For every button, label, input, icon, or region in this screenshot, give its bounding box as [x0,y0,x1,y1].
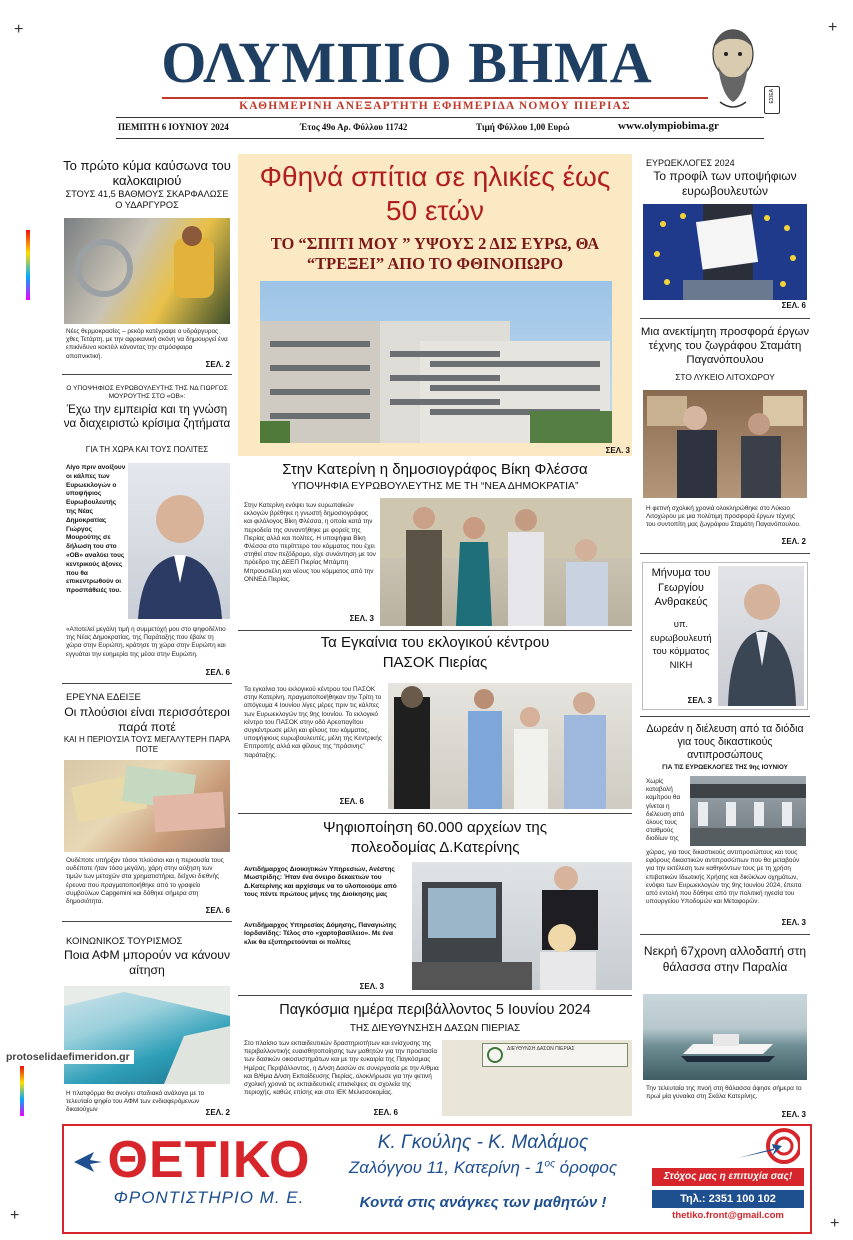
pasok-page-ref[interactable]: ΣΕΛ. 6 [339,797,364,806]
environment-page-ref[interactable]: ΣΕΛ. 6 [373,1108,398,1117]
tourism-kicker: ΚΟΙΝΩΝΙΚΟΣ ΤΟΥΡΙΣΜΟΣ [66,936,183,947]
art-title[interactable]: Μια ανεκτίμητη προσφορά έργων τέχνης του ζωγράφου Σταμάτη Παγανόπουλου [640,326,810,367]
lead-subtitle: ΤΟ “ΣΠΙΤΙ ΜΟΥ ” ΥΨΟΥΣ 2 ΔΙΣ ΕΥΡΩ, ΘΑ “ΤΡΕΞΕΙ” ΑΠΟ ΤΟ ΦΘΙΝΟΠΩΡΟ [270,234,600,273]
tolls-side-text: Χωρίς καταβολή καμίτρου θα γίνεται η διέλευση από όλους τους σταθμούς διοδίων της [646,778,685,843]
pasok-photo[interactable] [388,683,632,809]
euro-page-ref[interactable]: ΣΕΛ. 6 [781,301,806,310]
lead-title[interactable]: Φθηνά σπίτια σε ηλικίες έως 50 ετών [259,161,611,226]
research-page-ref[interactable]: ΣΕΛ. 6 [205,906,230,915]
research-photo[interactable] [64,760,230,852]
tourism-body: Η πλατφόρμα θα ανοίγει σταδιακά ανάλογα με το τελευταίο ψηφίο του ΑΦΜ των ενδιαφερόμενων δικαιούχων [66,1090,205,1114]
heat-page-ref[interactable]: ΣΕΛ. 2 [205,360,230,369]
color-bar [26,230,30,300]
candidate-page-ref[interactable]: ΣΕΛ. 6 [205,668,230,677]
digital-photo[interactable] [412,862,632,990]
ad-goal: Στόχος μας η επιτυχία σας! [652,1168,804,1186]
pasok-title[interactable]: Τα Εγκαίνια του εκλογικού κέντρου ΠΑΣΟΚ Πιερίας [320,634,550,671]
tourism-page-ref[interactable]: ΣΕΛ. 2 [205,1108,230,1117]
heat-photo[interactable] [64,218,230,324]
flessa-title[interactable]: Στην Κατερίνη η δημοσιογράφος Βίκη Φλέσσα [282,461,588,478]
candidate-photo[interactable] [128,463,230,619]
message-page-ref[interactable]: ΣΕΛ. 3 [687,696,712,705]
heat-body: Νέες θερμοκρασίες – ρεκόρ κατέγραψε ο υδράργυρος χθες Τετάρτη, με την αφρικανική σκόνη να δημιουργεί ένα επικίνδυνο κοκτέιλ κάνοντας την ατμόσφαιρα αποπνικτική. [66,328,228,360]
ad-address: Ζαλόγγου 11, Κατερίνη - $1^{o\varsigma}$ όροφος [348,1158,618,1177]
tolls-photo[interactable] [690,776,806,846]
tolls-subtitle: ΓΙΑ ΤΙΣ ΕΥΡΩΕΚΛΟΓΕΣ ΤΗΣ 9ης ΙΟΥΝΙΟΥ [662,764,788,771]
divider [640,934,810,935]
masthead-title: ΟΛΥΜΠΙΟ ΒΗΜΑ [161,30,653,95]
divider [116,117,764,118]
candidate-title[interactable]: Έχω την εμπειρία και τη γνώση να διαχειριστώ κρίσιμα ζητήματα [63,403,231,430]
drowned-body: Την τελευταία της πνοή στη θάλασσα άφησε σήμερα το πρωί μία γυναίκα στη Σκάλα Κατερίνης. [646,1085,802,1101]
esiea-badge: ΕΣΙΕΑ [764,86,780,114]
masthead-rule [162,97,708,99]
tolls-title[interactable]: Δωρεάν η διέλευση από τα διόδια για τους δικαστικούς αντιπροσώπους [646,723,804,761]
candidate-subtitle: ΓΙΑ ΤΗ ΧΩΡΑ ΚΑΙ ΤΟΥΣ ΠΟΛΙΤΕΣ [85,445,209,454]
euro-title[interactable]: Το προφίλ των υποψήφιων ευρωβουλευτών [653,169,797,198]
tolls-page-ref[interactable]: ΣΕΛ. 3 [781,918,806,927]
drowned-photo[interactable] [643,994,807,1080]
environment-subtitle: ΤΗΣ ΔΙΕΥΘΥΝΣΗΣΗ ΔΑΣΩΝ ΠΙΕΡΙΑΣ [349,1023,521,1034]
candidate-side-text: Λίγο πριν ανοίξουν οι κάλπες των Ευρωεκλογών ο υποψήφιος Ευρωβουλευτής της Νέας Δημοκρατίας Γιώργος Μουρούτης σε δήλωση του στο «ΟΒ» αναλύει τους κεντρικούς άξονες που θα επικεντρωθούν οι προσπάθειές του. [66,464,126,595]
target-arrow-icon [738,1128,800,1172]
environment-sign: ΔΙΕΥΘΥΝΣΗ ΔΑΣΩΝ ΠΙΕΡΙΑΣ [507,1046,575,1052]
environment-title[interactable]: Παγκόσμια ημέρα περιβάλλοντος 5 Ιουνίου 2024 [279,1002,591,1018]
ad-arrow-icon [74,1150,102,1174]
lead-photo[interactable] [260,281,612,443]
research-kicker: ΕΡΕΥΝΑ ΕΔΕΙΞΕ [66,692,141,703]
divider [238,630,632,631]
website-link[interactable]: www.olympiobima.gr [618,120,719,132]
divider [62,683,232,684]
message-title[interactable]: Μήνυμα του Γεωργίου Ανθρακεύς [651,567,711,608]
ad-tagline: Κοντά στις ανάγκες των μαθητών ! [359,1194,607,1211]
divider [62,921,232,922]
art-body: Η φετινή σχολική χρονιά ολοκληρώθηκε στο Λύκειο Λιτοχώρου με μια πολύτιμη προσφορά έργων τέχνης του συντοπίτη μας ζωγράφου Σταμάτη Παγανόπουλου. [646,505,801,529]
issue-price: Τιμή Φύλλου 1,00 Ευρώ [476,122,570,132]
issue-number: Έτος 49ο Αρ. Φύλλου 11742 [300,122,408,132]
heat-title[interactable]: Το πρώτο κύμα καύσωνα του καλοκαιριού [63,158,231,188]
message-photo[interactable] [718,566,804,706]
forestry-emblem-icon [487,1047,503,1063]
tourism-photo[interactable] [64,986,230,1084]
drowned-title[interactable]: Νεκρή 67χρονη αλλοδαπή στη θάλασσα στην Παραλία [643,944,807,974]
tourism-title[interactable]: Ποια ΑΦΜ μπορούν να κάνουν αίτηση [63,948,231,977]
issue-date: ΠΕΜΠΤΗ 6 ΙΟΥΝΙΟΥ 2024 [118,122,229,132]
ad-email[interactable]: thetiko.front@gmail.com [672,1210,784,1221]
environment-photo[interactable] [442,1040,632,1116]
divider [640,553,810,554]
research-subtitle: ΚΑΙ Η ΠΕΡΙΟΥΣΙΑ ΤΟΥΣ ΜΕΓΑΛΥΤΕΡΗ ΠΑΡΑ ΠΟΤΕ [63,735,231,754]
environment-body: Στο πλαίσιο των εκπαιδευτικών δραστηριοτήτων και ενίσχυσης της περιβαλλοντικής ευαισθητοποίησης των μαθητών για την προστασία των δασικών οικοσυστημάτων και με την ευκαιρία της Παγκόσμιας Ημέρας Περιβάλλοντος, η Δ/νση Δασών σε συνεργασία με την Α/θμια και Β/θμια Δ/νση Εκπαίδευσης Πιερίας, ολοκλήρωσε για την φετινή σχολική χρονιά τις εκπαιδευτικές επισκέψεις σε σχολεία της περιοχής, καθώς επίσης και στο ΙΕΚ Μελισσοκομίας. [244,1040,439,1097]
candidate-body: «Αποτελεί μεγάλη τιμή η συμμετοχή μου στο ψηφοδέλτιο της Νέας Δημοκρατίας, της Παράταξης που έβαλε τη χώρα στην Ευρώπη, κράτησε τη χώρα στην Ευρώπη και εγγυάται την ευημερία της μέσα στην Ευρώπη. [66,626,226,658]
lead-page-ref[interactable]: ΣΕΛ. 3 [605,446,630,455]
euro-kicker: ΕΥΡΩΕΚΛΟΓΕΣ 2024 [646,158,735,168]
art-subtitle: ΣΤΟ ΛΥΚΕΙΟ ΛΙΤΟΧΩΡΟΥ [675,372,775,382]
art-page-ref[interactable]: ΣΕΛ. 2 [781,537,806,546]
digital-title[interactable]: Ψηφιοποίηση 60.000 αρχείων της πολεοδομίας Δ.Κατερίνης [322,819,547,856]
crop-mark-top-left: + [14,21,24,38]
divider [640,716,810,717]
ad-phone[interactable]: Τηλ.: 2351 100 102 [652,1190,804,1208]
ad-brand-sub: ΦΡΟΝΤΙΣΤΗΡΙΟ Μ. Ε. [113,1188,305,1207]
flessa-subtitle: ΥΠΟΨΗΦΙΑ ΕΥΡΩΒΟΥΛΕΥΤΗΣ ΜΕ ΤΗ “ΝΕΑ ΔΗΜΟΚΡΑΤΙΑ” [291,480,579,492]
ad-names: Κ. Γκούλης - Κ. Μαλάμος [377,1132,589,1153]
digital-quote-2: Αντιδήμαρχος Υπηρεσίας Δόμησης, Παναγιώτης Ιορδανίδης: Τέλος στο «χαρτοβασίλειο». Με ένα κλικ θα εξυπηρετούνται οι πολίτες [244,922,397,946]
color-bar [20,1066,24,1116]
crop-mark-top-right: + [828,19,838,36]
candidate-kicker: Ο ΥΠΟΨΗΦΙΟΣ ΕΥΡΩΒΟΥΛΕΥΤΗΣ ΤΗΣ ΝΔ ΓΙΩΡΓΟΣ ΜΟΥΡΟΥΤΗΣ ΣΤΟ «ΟΒ»: [66,385,228,400]
site-watermark: protoselidaefimeridon.gr [2,1050,134,1064]
divider [238,995,632,996]
pasok-body: Τα εγκαίνια του εκλογικού κέντρου του ΠΑΣΟΚ στην Κατερίνη, πραγματοποιήθηκαν την Τρίτη το απόγευμα 4 Ιουνίου λίγες μέρες πριν τις κάλπες των Ευρωεκλογών της 9ης Ιουνίου. Το εκλογικό κέντρο του ΠΑΣΟΚ στην οδό Αρεοπαγίτου συγκέντρωσε μέλη και φίλους του κόμματος, υποψήφιους ευρωβουλευτές, μέλη της Κεντρικής Επιτροπής αλλά και φίλους της “πράσινης” παράταξης. [244,686,382,759]
flessa-page-ref[interactable]: ΣΕΛ. 3 [349,614,374,623]
digital-quote-1: Αντιδήμαρχος Διοικητικών Υπηρεσιών, Ανέστης Μωστρίδης: Ήταν ένα όνειρο δεκαετιών του Δ.Κατερίνης και αρχίσαμε να το υλοποιούμε από τους πέντε πρώτους μήνες της Διοίκησης μας [244,866,397,899]
digital-page-ref[interactable]: ΣΕΛ. 3 [359,982,384,991]
research-body: Ουδέποτε υπήρξαν τόσοι πλούσιοι και η περιουσία τους ουδέποτε ήταν τόσο μεγάλη, χάρη στην αύξηση των τιμών των μετοχών στα χρηματιστήρια, δείχνει διεθνής έρευνα που πραγματοποιήθηκε από το γραφείο συμβούλων Capgemini και δόθηκε σήμερα στη δημοσιότητα. [66,857,224,906]
divider [640,318,810,319]
divider [116,138,764,139]
drowned-page-ref[interactable]: ΣΕΛ. 3 [781,1110,806,1119]
flessa-photo[interactable] [380,498,632,626]
tolls-body: χώρας, για τους δικαστικούς αντιπροσώπους και τους εφόρους δικαστικών αντιπροσώπων που θα μεταβούν για την εκτέλεση των καθηκόντων τους με τη χρήση επιβατικών Ιδιωτικής Χρήσης και δικύκλων οχημάτων, ενόψει των Ευρωεκλογών της 9ης Ιουνίου 2024, έπειτα από εντολή που δόθηκε από την πολιτική ηγεσία του υπουργείου Υποδομών και Μεταφορών. [646,849,802,906]
crop-mark-bottom-right: + [830,1215,840,1232]
euro-photo[interactable] [643,204,807,300]
research-title[interactable]: Οι πλούσιοι είναι περισσότεροι παρά ποτέ [64,705,230,734]
divider [238,813,632,814]
flessa-body: Στην Κατερίνη ενόψει των ευρωπαϊκών εκλογών βρέθηκε η γνωστή δημοσιογράφος και φιλόλογος Βίκη Φλέσσα, η οποία κατά την περιοδεία της συναντήθηκε με φορείς της Πιερίας αλλά και πολίτες. Η υποψήφια Βίκη Φλέσσα στο περίπτερο του κόμματος που έχει στηθεί στον πεζόδρομο, είχε συνάντηση με τον πρόεδρο της ΔΕΕΠ Πιερίας Μπάμπη Μπρουσκέλη και νέους του κόμματος από την ΟΝΝΕΔ Πιερίας. [244,502,376,583]
crop-mark-bottom-left: + [10,1207,20,1224]
ad-brand: ΘΕΤΙΚΟ [107,1131,311,1189]
heat-subtitle: ΣΤΟΥΣ 41,5 ΒΑΘΜΟΥΣ ΣΚΑΡΦΑΛΩΣΕ Ο ΥΔΑΡΓΥΡΟΣ [65,189,229,210]
divider [62,374,232,375]
message-body: υπ. ευρωβουλευτή του κόμματος ΝΙΚΗ [650,619,712,671]
art-photo[interactable] [643,390,807,498]
masthead-subtitle: ΚΑΘΗΜΕΡΙΝΗ ΑΝΕΞΑΡΤΗΤΗ ΕΦΗΜΕΡΙΔΑ ΝΟΜΟΥ ΠΙΕΡΙΑΣ [239,100,631,112]
